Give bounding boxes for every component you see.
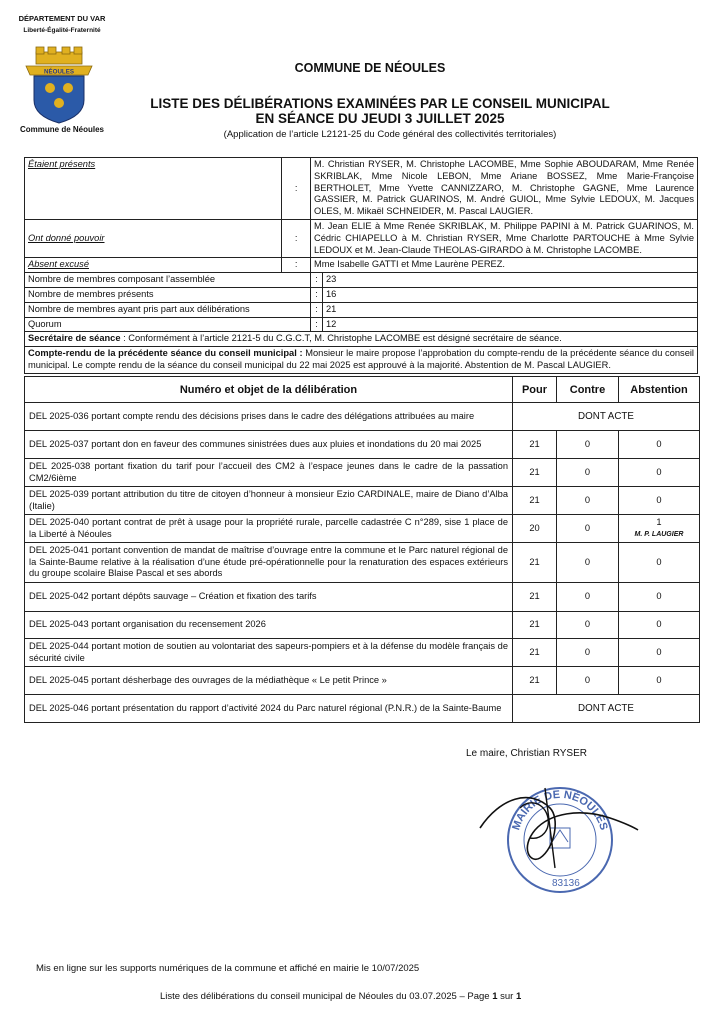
page-separator: sur (497, 991, 516, 1002)
abstention-note: M. P. LAUGIER (634, 530, 684, 538)
attendance-table (24, 157, 698, 374)
row-objet: DEL 2025-044 portant motion de soutien au volontariat des sapeurs-pompiers et à la défense du modèle français de sécurité civile (25, 639, 513, 667)
presents-row (25, 158, 698, 220)
row-abstention: 0 (619, 667, 700, 695)
row-abstention: 0 (619, 612, 700, 639)
row-contre: 0 (557, 543, 619, 583)
table-row (25, 612, 700, 639)
row-contre: 0 (557, 612, 619, 639)
row-objet: DEL 2025-046 portant présentation du rapport d’activité 2024 du Parc naturel régional (P.N.R.) de la Sainte-Baume (25, 695, 513, 723)
count-value: 12 (323, 317, 698, 332)
row-abstention: 0 (619, 583, 700, 612)
compte-rendu-label: Compte-rendu de la précédente séance du conseil municipal : (28, 348, 303, 359)
absent-label: Absent excusé (25, 258, 282, 273)
row-abstention: 0 (619, 487, 700, 515)
absent-row (25, 258, 698, 273)
row-abstention: 0 (619, 639, 700, 667)
row-contre: 0 (557, 431, 619, 459)
svg-text:83136: 83136 (552, 878, 580, 889)
pouvoir-colon: : (282, 219, 311, 257)
count-row (25, 273, 698, 288)
page-footer (160, 991, 521, 1002)
row-pour: 21 (513, 667, 557, 695)
presents-label: Étaient présents (25, 158, 282, 220)
row-objet: DEL 2025-039 portant attribution du titre de citoyen d’honneur à monsieur Ezio CARDINALE, maire de Diano d’Alba (Italie) (25, 487, 513, 515)
count-row (25, 317, 698, 332)
count-value: 21 (323, 302, 698, 317)
row-objet: DEL 2025-038 portant fixation du tarif pour l’accueil des CM2 à l’espace jeunes dans le cadre de la passation CM2/6ième (25, 459, 513, 487)
department-header (12, 14, 112, 34)
department-motto: Liberté-Égalité-Fraternité (23, 27, 101, 34)
table-row (25, 543, 700, 583)
secretaire-text: : Conformément à l’article 2121-5 du C.G.C.T, M. Christophe LACOMBE est désigné secrétaire de séance. (120, 333, 562, 344)
row-pour: 21 (513, 487, 557, 515)
absent-colon: : (282, 258, 311, 273)
row-objet: DEL 2025-036 portant compte rendu des décisions prises dans le cadre des délégations attribuées au maire (25, 403, 513, 431)
svg-text:NÉOULES: NÉOULES (44, 68, 74, 76)
compte-rendu-row (25, 347, 698, 374)
row-objet: DEL 2025-037 portant don en faveur des communes sinistrées dues aux pluies et inondations du 20 mai 2025 (25, 431, 513, 459)
count-label: Nombre de membres ayant pris part aux délibérations (25, 302, 311, 317)
row-pour: 21 (513, 431, 557, 459)
count-label: Quorum (25, 317, 311, 332)
presents-colon: : (282, 158, 311, 220)
table-row (25, 639, 700, 667)
table-row (25, 667, 700, 695)
row-objet: DEL 2025-041 portant convention de mandat de maîtrise d’ouvrage entre la commune et le Parc naturel régional de la Sainte-Baume relative à la réalisation d’une étude pré-opérationnelle pour la renaturation des espaces extérieurs du groupe scolaire Blaise Pascal et ses abords (25, 543, 513, 583)
commune-label: Commune de Néoules (19, 125, 104, 134)
publication-notice: Mis en ligne sur les supports numériques de la commune et affiché en mairie le 10/07/2025 (36, 963, 420, 974)
compte-rendu-cell (25, 347, 698, 374)
count-colon: : (311, 273, 323, 288)
page-current: 1 (492, 991, 498, 1002)
row-contre: 0 (557, 459, 619, 487)
count-value: 23 (323, 273, 698, 288)
header-pour: Pour (513, 377, 557, 403)
row-dont-acte: DONT ACTE (513, 695, 700, 723)
row-abstention-cell (619, 515, 700, 543)
table-row (25, 695, 700, 723)
table-row (25, 403, 700, 431)
row-pour: 21 (513, 459, 557, 487)
page-total: 1 (515, 991, 522, 1002)
row-abstention: 1 (656, 517, 662, 527)
row-pour: 21 (513, 639, 557, 667)
secretaire-cell (25, 332, 698, 347)
row-pour: 20 (513, 515, 557, 543)
pouvoir-row (25, 219, 698, 257)
document-title-line1: LISTE DES DÉLIBÉRATIONS EXAMINÉES PAR LE CONSEIL MUNICIPAL (150, 96, 610, 111)
table-row (25, 431, 700, 459)
table-row (25, 487, 700, 515)
row-dont-acte: DONT ACTE (513, 403, 700, 431)
row-contre: 0 (557, 583, 619, 612)
header-objet: Numéro et objet de la délibération (25, 377, 513, 403)
row-contre: 0 (557, 515, 619, 543)
row-pour: 21 (513, 543, 557, 583)
mairie-stamp-signature (460, 768, 650, 898)
row-objet: DEL 2025-043 portant organisation du recensement 2026 (25, 612, 513, 639)
count-label: Nombre de membres présents (25, 287, 311, 302)
department-name: DÉPARTEMENT DU VAR (18, 14, 106, 23)
row-pour: 21 (513, 612, 557, 639)
deliberations-table (24, 376, 700, 723)
secretaire-row (25, 332, 698, 347)
footer-text: Liste des délibérations du conseil municipal de Néoules du 03.07.2025 – Page (160, 991, 493, 1002)
compte-rendu-text: Monsieur le maire propose l’approbation du compte-rendu de la précédente séance du conseil municipal. Le compte rendu de la séance du conseil municipal du 22 mai 2025 est approuvé à la majorité. Abstention de M. Pascal LAUGIER. (28, 348, 694, 370)
pouvoir-text: M. Jean ELIE à Mme Renée SKRIBLAK, M. Philippe PAPINI à M. Patrick GUARINOS, M. Cédric CHIAPELLO à M. Christian RYSER, Mme Charlotte PARTOUCHE à Mme Sylvie LEDOUX et M. Jean-Claude THEOLAS-GIRARDO à M. Christophe LACOMBE. (311, 219, 698, 257)
row-contre: 0 (557, 487, 619, 515)
row-pour: 21 (513, 583, 557, 612)
row-objet: DEL 2025-040 portant contrat de prêt à usage pour la propriété rurale, parcelle cadastrée C n°289, sise 1 place de la Liberté à Néoules (25, 515, 513, 543)
table-row (25, 459, 700, 487)
document-title (100, 96, 660, 126)
document-title-line2: EN SÉANCE DU JEUDI 3 JUILLET 2025 (255, 111, 505, 126)
count-colon: : (311, 317, 323, 332)
row-abstention: 0 (619, 543, 700, 583)
row-objet: DEL 2025-042 portant dépôts sauvage – Création et fixation des tarifs (25, 583, 513, 612)
count-value: 16 (323, 287, 698, 302)
coat-of-arms-logo (22, 46, 96, 124)
count-row (25, 302, 698, 317)
row-contre: 0 (557, 639, 619, 667)
row-abstention: 0 (619, 431, 700, 459)
deliberations-header-row (25, 377, 700, 403)
pouvoir-label: Ont donné pouvoir (25, 219, 282, 257)
secretaire-label: Secrétaire de séance (28, 333, 121, 344)
commune-title: COMMUNE DE NÉOULES (294, 61, 446, 75)
absent-text: Mme Isabelle GATTI et Mme Laurène PEREZ. (311, 258, 698, 273)
table-row (25, 515, 700, 543)
document-subtitle: (Application de l’article L2121-25 du Code général des collectivités territoriales) (223, 129, 557, 140)
presents-text: M. Christian RYSER, M. Christophe LACOMBE, Mme Sophie ABOUDARAM, Mme Renée SKRIBLAK, Mme Nicole LEBON, Mme Ariane BOSSEZ, Mme Marie-Françoise BERTHOLET, Mme Yvette CANNIZZARO, M. Christophe GAGNE, Mme Laurence GASSIER, M. Patrick GUARINOS, M. André GUIOL, Mme Sylvie LEDOUX, M. Jacques OLES, M. Mikaël SCHNEIDER, M. Pascal LAUGIER. (311, 158, 698, 220)
table-row (25, 583, 700, 612)
count-row (25, 287, 698, 302)
header-contre: Contre (557, 377, 619, 403)
svg-text:MAIRIE DE NÉOULES: MAIRIE DE NÉOULES (510, 788, 610, 832)
header-abstention: Abstention (619, 377, 700, 403)
row-contre: 0 (557, 667, 619, 695)
row-objet: DEL 2025-045 portant désherbage des ouvrages de la médiathèque « Le petit Prince » (25, 667, 513, 695)
count-colon: : (311, 287, 323, 302)
count-colon: : (311, 302, 323, 317)
count-label: Nombre de membres composant l’assemblée (25, 273, 311, 288)
row-abstention: 0 (619, 459, 700, 487)
maire-signature-name: Le maire, Christian RYSER (466, 748, 587, 759)
